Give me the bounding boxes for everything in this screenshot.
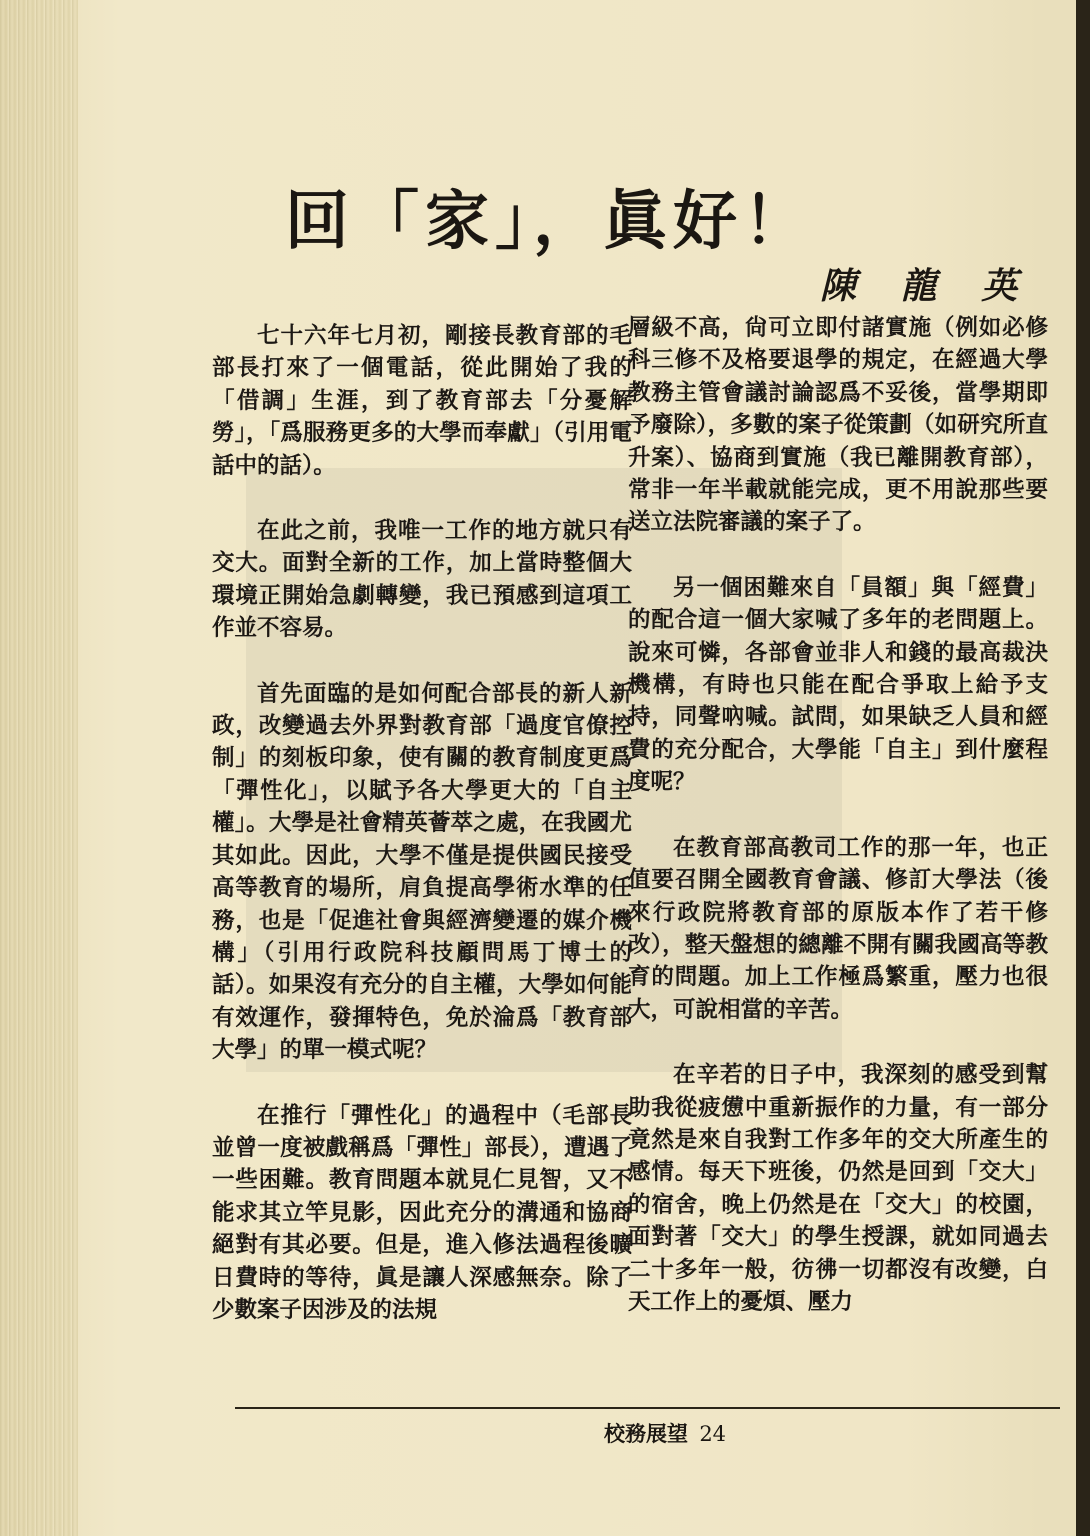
left-column — [212, 320, 632, 1380]
scan-dark-edge — [1076, 0, 1090, 1536]
paragraph-continued: 層級不高，尙可立即付諸實施（例如必修科三修不及格要退學的規定，在經過大學教務主管會議討論認爲不妥後，當學期即予廢除），多數的案子從策劃（如研究所直升案）、協商到實施（我已離開教育部），常非一年半載就能完成，更不用說那些要送立法院審議的案子了。 — [628, 315, 1048, 536]
footer-rule — [235, 1407, 1060, 1409]
publication-name: 校務展望 — [604, 1422, 688, 1446]
right-column — [628, 312, 1048, 1372]
paragraph: 在辛若的日子中，我深刻的感受到幫助我從疲憊中重新振作的力量，有一部分竟然是來自我對工作多年的交大所產生的感情。每天下班後，仍然是回到「交大」的宿舍，晚上仍然是在「交大」的校園，面對著「交大」的學生授課，就如同過去二十多年一般，彷彿一切都沒有改變，白天工作上的憂煩、壓力 — [628, 1062, 1048, 1315]
article-author: 陳 龍 英 — [820, 265, 1034, 307]
paragraph: 七十六年七月初，剛接長教育部的毛部長打來了一個電話，從此開始了我的「借調」生涯，到了教育部去「分憂解勞」，「爲服務更多的大學而奉獻」（引用電話中的話）。 — [212, 323, 632, 479]
page-number: 24 — [699, 1422, 727, 1446]
paragraph: 在此之前，我唯一工作的地方就只有交大。面對全新的工作，加上當時整個大環境正開始急劇轉變，我已預感到這項工作並不容易。 — [212, 518, 632, 642]
page-footer — [604, 1418, 804, 1452]
stacked-page-edges — [0, 0, 78, 1536]
paragraph: 首先面臨的是如何配合部長的新人新政，改變過去外界對教育部「過度官僚控制」的刻板印象，使有關的教育制度更爲「彈性化」，以賦予各大學更大的「自主權」。大學是社會精英薈萃之處，在我國尤其如此。因此，大學不僅是提供國民接受高等教育的場所，肩負提高學術水準的任務，也是「促進社會與經濟變遷的媒介機構」（引用行政院科技顧問馬丁博士的話）。如果沒有充分的自主權，大學如何能有效運作，發揮特色，免於淪爲「教育部大學」的單一模式呢？ — [212, 680, 632, 1064]
paragraph: 另一個困難來自「員額」與「經費」的配合這一個大家喊了多年的老問題上。說來可憐，各部會並非人和錢的最高裁決機構，有時也只能在配合爭取上給予支持，同聲吶喊。試問，如果缺乏人員和經費的充分配合，大學能「自主」到什麼程度呢？ — [628, 574, 1048, 796]
article-title: 回「家」，眞好！ — [285, 185, 813, 259]
paragraph: 在教育部高教司工作的那一年，也正值要召開全國教育會議、修訂大學法（後來行政院將教育部的原版本作了若干修改），整天盤想的總離不開有關我國高等教育的問題。加上工作極爲繁重，壓力也很大，可說相當的辛苦。 — [628, 834, 1048, 1023]
paragraph: 在推行「彈性化」的過程中（毛部長並曾一度被戲稱爲「彈性」部長），遭遇了一些困難。教育問題本就見仁見智，又不能求其立竿見影，因此充分的溝通和協商絕對有其必要。但是，進入修法過程後曠日費時的等待，眞是讓人深感無奈。除了少數案子因涉及的法規 — [212, 1102, 632, 1323]
